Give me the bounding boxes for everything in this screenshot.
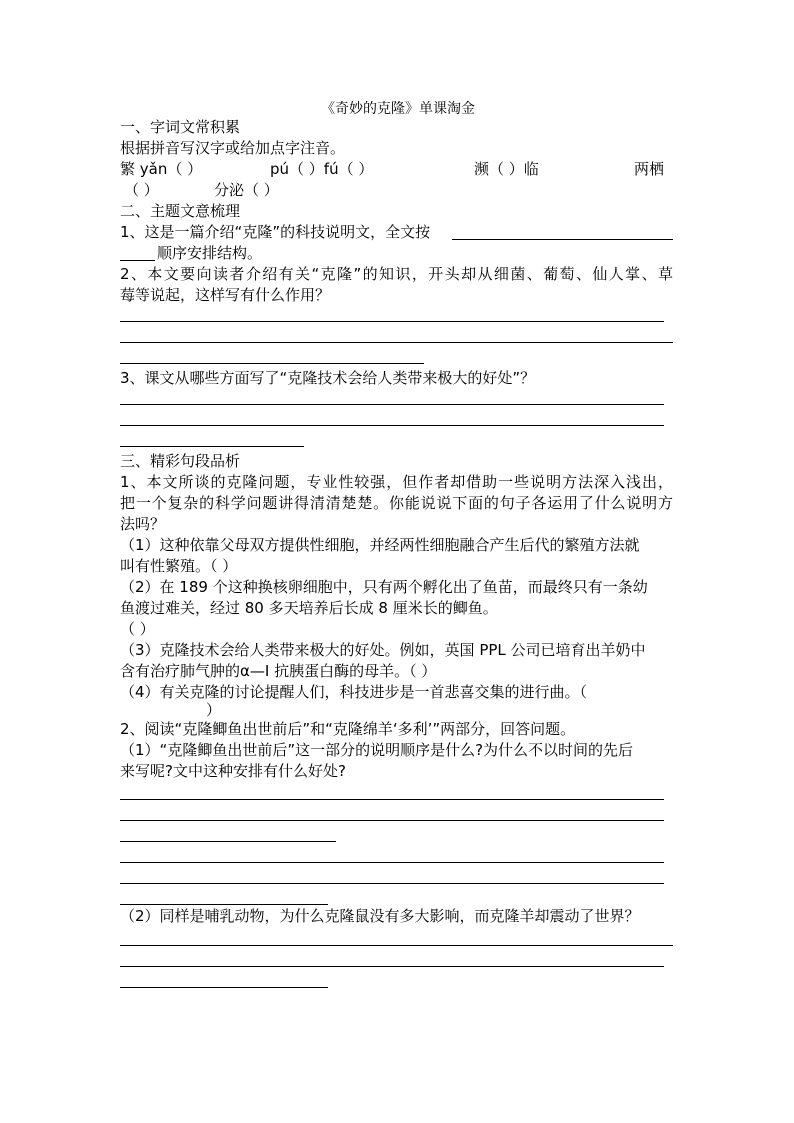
s2-q1-line1: 1、这是一篇介绍“克隆”的科技说明文，全文按 — [120, 223, 431, 241]
s3-s1-line1: （1）这种依靠父母双方提供性细胞，并经两性细胞融合产生后代的繁殖方法就 — [120, 536, 640, 554]
answer-line[interactable] — [120, 945, 673, 946]
answer-line[interactable] — [120, 904, 328, 905]
pinyin-item-liangqi: 两栖 — [634, 160, 665, 178]
s3-s2-line2: 鱼渡过难关，经过 80 多天培养后长成 8 厘米长的鲫鱼。 — [120, 599, 498, 617]
s2-q2-line2: 莓等说起，这样写有什么作用？ — [120, 286, 331, 304]
s2-q1-line2: 顺序安排结构。 — [157, 244, 263, 262]
s3-s3-line1: （3）克隆技术会给人类带来极大的好处。例如，英国 PPL 公司已培育出羊奶中 — [120, 641, 646, 659]
s3-s4-line2: ） — [206, 701, 222, 719]
s3-q2-sub1-line1: （1）“克隆鲫鱼出世前后”这一部分的说明顺序是什么?为什么不以时间的先后 — [120, 741, 634, 759]
section1-heading: 一、字词文常积累 — [120, 118, 241, 136]
section3-heading: 三、精彩句段品析 — [120, 452, 241, 470]
s2-q3: 3、课文从哪些方面写了“克隆技术会给人类带来极大的好处”？ — [120, 369, 536, 387]
pinyin-item-fenmi: 分泌（ ） — [214, 181, 279, 199]
s2-q2-line1: 2、本文要向读者介绍有关“克隆”的知识，开头却从细菌、葡萄、仙人掌、草 — [120, 265, 673, 283]
s3-s2-line3: （ ） — [120, 620, 155, 638]
pinyin-item-liangqi-blank: （ ） — [124, 181, 159, 199]
s3-s1-line2: 叫有性繁殖。（ ） — [120, 557, 238, 575]
answer-line[interactable] — [120, 404, 664, 405]
pinyin-item-fanyan: 繁 yǎn（ ） — [120, 160, 203, 178]
answer-line[interactable] — [120, 425, 664, 426]
answer-line[interactable] — [120, 841, 336, 842]
answer-line[interactable] — [120, 446, 304, 447]
s3-s2-line1: （2）在 189 个这种换核卵细胞中，只有两个孵化出了鱼苗，而最终只有一条幼 — [120, 578, 648, 596]
s3-s3-line2: 含有治疗肺气肿的α—I 抗胰蛋白酶的母羊。（ ） — [120, 662, 437, 680]
s2-q1-answer-blank[interactable] — [452, 239, 673, 240]
pinyin-item-binlin: 濒（ ）临 — [474, 160, 539, 178]
answer-line[interactable] — [120, 363, 424, 364]
s3-q1-line1: 1、本文所谈的克隆问题，专业性较强，但作者却借助一些说明方法深入浅出， — [120, 473, 673, 491]
s3-q2-sub2: （2）同样是哺乳动物，为什么克隆鼠没有多大影响，而克隆羊却震动了世界？ — [120, 907, 640, 925]
answer-line[interactable] — [120, 321, 664, 322]
s3-q1-line3: 法吗？ — [120, 515, 166, 533]
pinyin-item-pufu: pú（ ）fú（ ） — [270, 160, 374, 178]
section1-instruction: 根据拼音写汉字或给加点字注音。 — [120, 139, 346, 157]
s3-s4-line1: （4）有关克隆的讨论提醒人们，科技进步是一首悲喜交集的进行曲。（ — [120, 683, 588, 701]
answer-line[interactable] — [120, 966, 664, 967]
section2-heading: 二、主题文意梳理 — [120, 202, 241, 220]
s3-q2-line1: 2、阅读“克隆鲫鱼出世前后”和“克隆绵羊‘多利’”两部分，回答问题。 — [120, 720, 576, 738]
s3-q1-line2: 把一个复杂的科学问题讲得清清楚楚。你能说说下面的句子各运用了什么说明方 — [120, 494, 673, 512]
page-title: 《奇妙的克隆》单课淘金 — [321, 101, 475, 117]
s2-q1-answer-blank-cont[interactable] — [120, 260, 155, 261]
answer-line[interactable] — [120, 987, 328, 988]
answer-line[interactable] — [120, 820, 664, 821]
answer-line[interactable] — [120, 342, 673, 343]
answer-line[interactable] — [120, 799, 664, 800]
s3-q2-sub1-line2: 来写呢?文中这种安排有什么好处? — [120, 762, 346, 780]
answer-line[interactable] — [120, 862, 664, 863]
answer-line[interactable] — [120, 883, 664, 884]
